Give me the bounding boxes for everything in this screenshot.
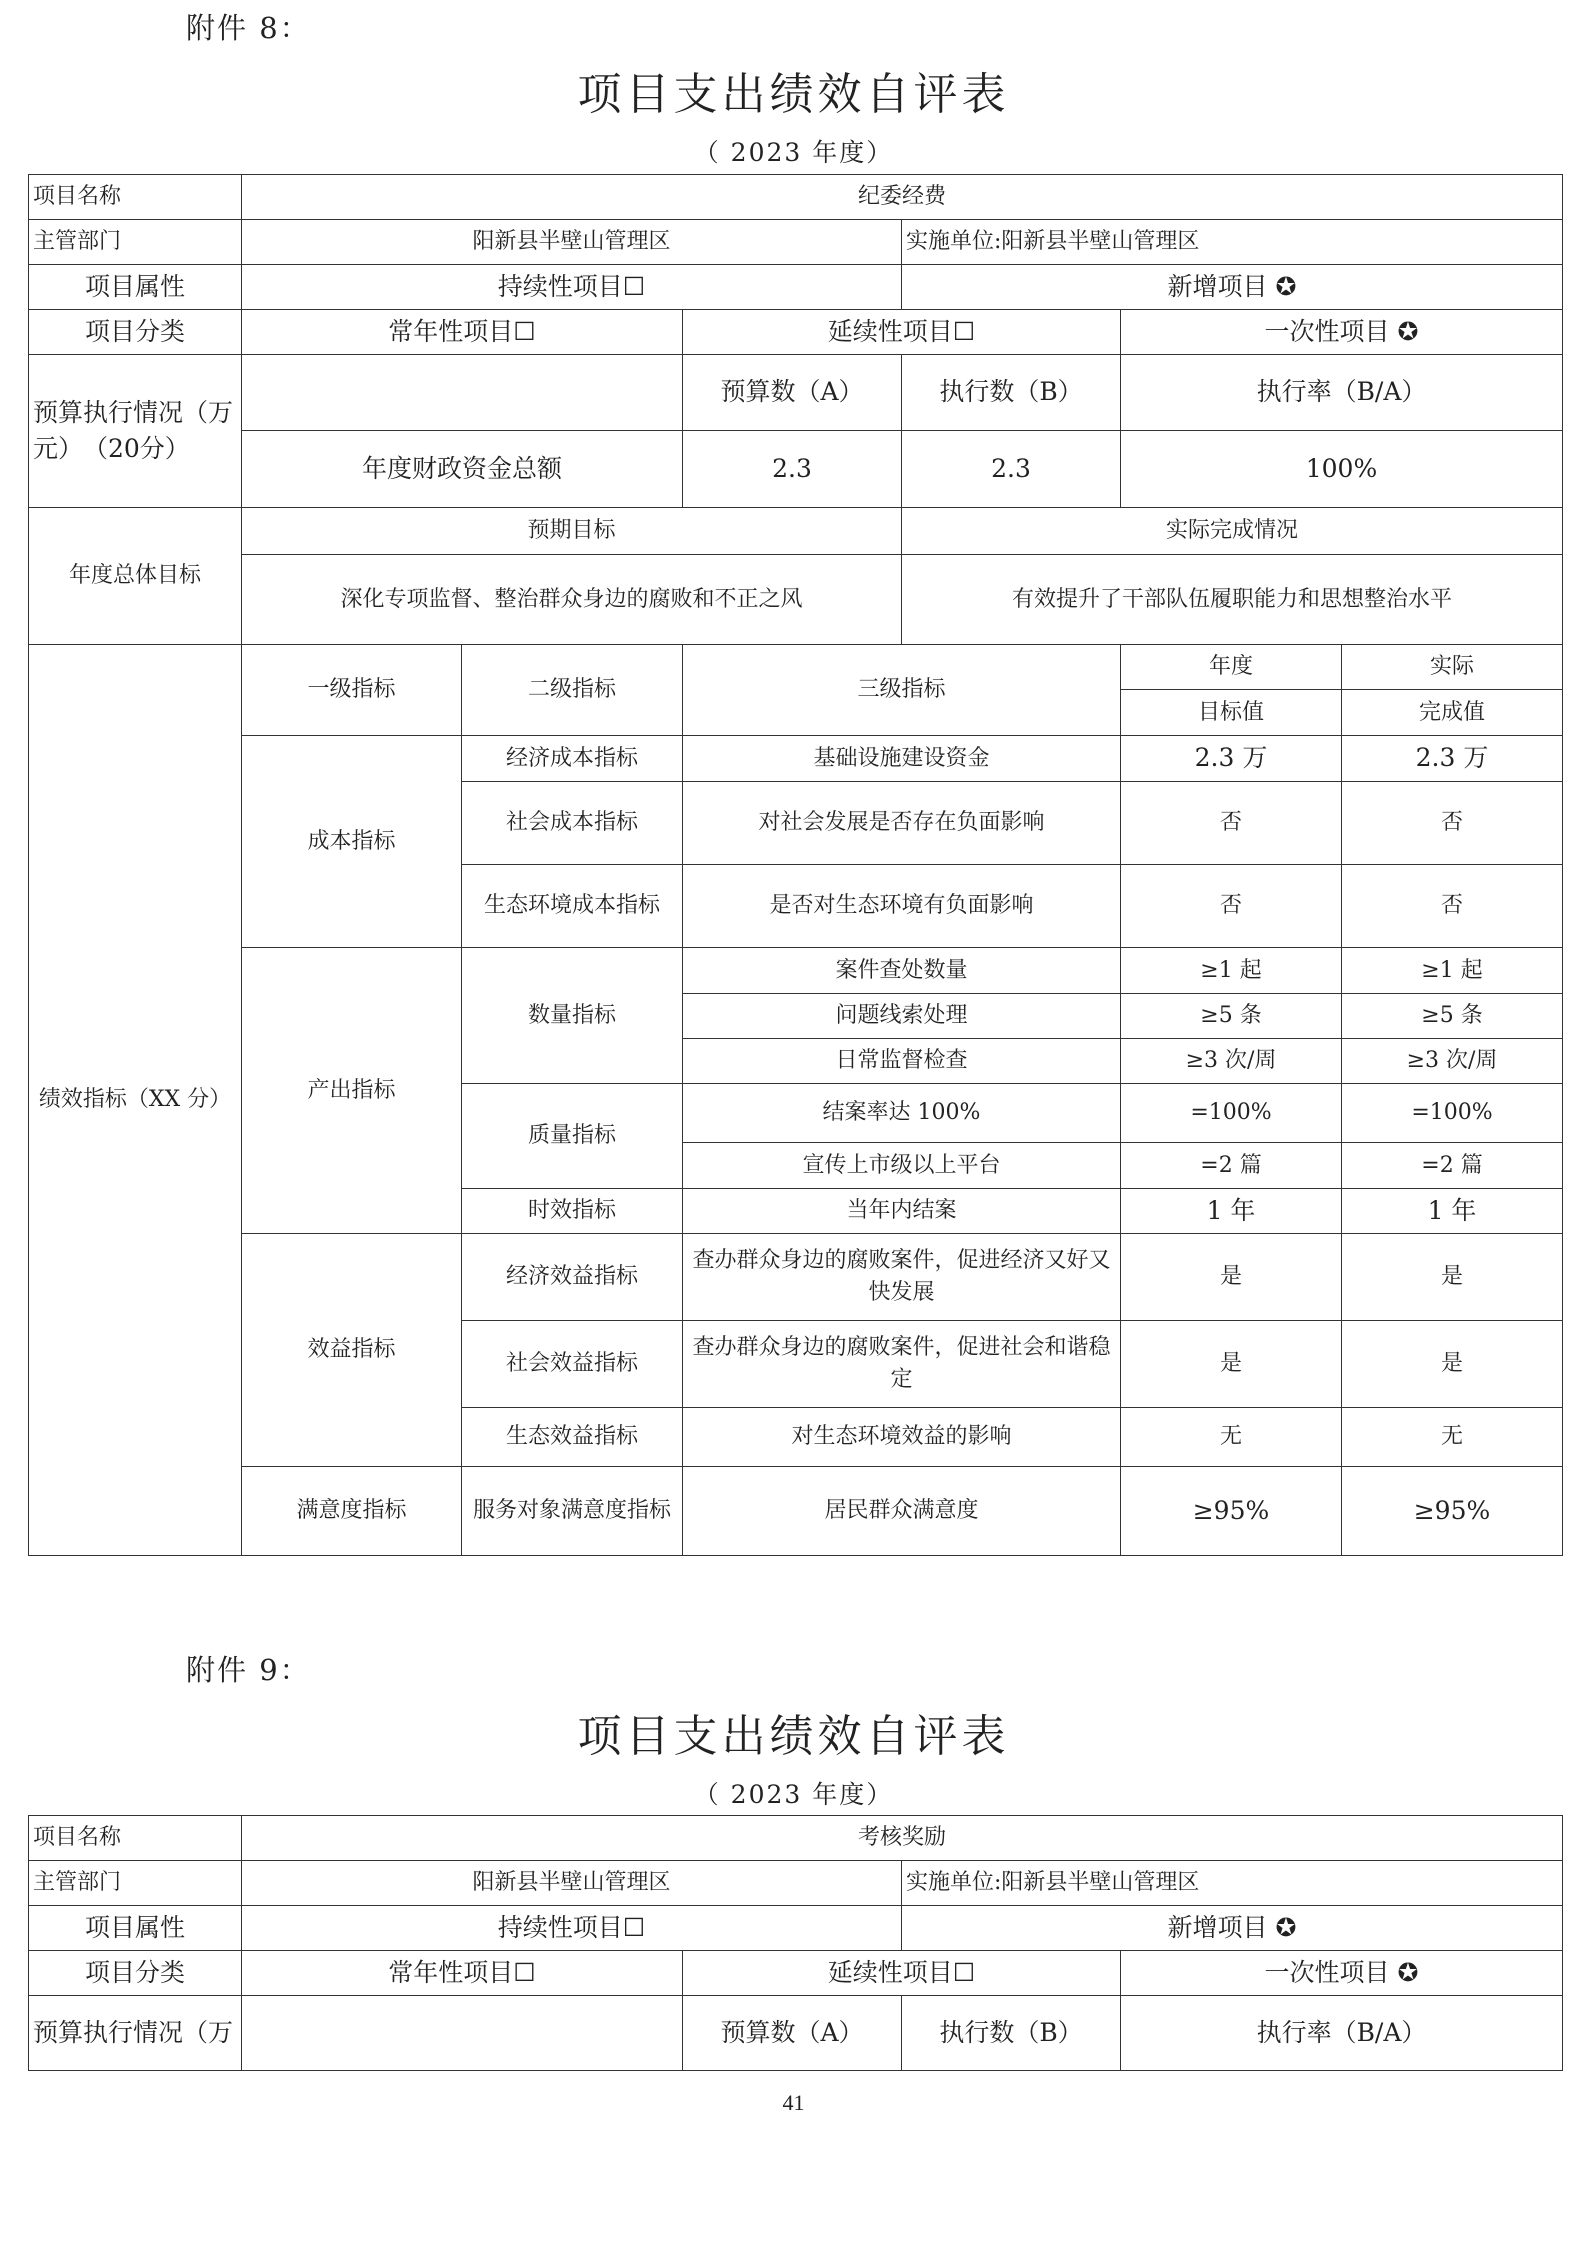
attachment-label: 附件 8： — [186, 11, 311, 45]
row-level3: 案件查处数量 — [682, 947, 1121, 994]
goal-label: 年度总体目标 — [28, 507, 242, 645]
header-level2: 二级指标 — [461, 644, 683, 736]
header-target: 目标值 — [1120, 689, 1342, 736]
row-level3: 对生态环境效益的影响 — [682, 1407, 1121, 1467]
row-target: 2.3 万 — [1120, 735, 1342, 782]
row-actual: ≥5 条 — [1341, 993, 1563, 1039]
row-actual: 是 — [1341, 1320, 1563, 1408]
cat-extended: 延续性项目☐ — [682, 309, 1121, 355]
row-level3: 问题线索处理 — [682, 993, 1121, 1039]
impl-unit: 实施单位:阳新县半壁山管理区 — [901, 1860, 1563, 1906]
perf-label: 绩效指标（XX 分） — [28, 644, 242, 1556]
cat-perennial: 常年性项目☐ — [241, 1950, 683, 1996]
row-actual: 无 — [1341, 1407, 1563, 1467]
goal-expected-label: 预期目标 — [241, 507, 902, 555]
row-level3: 基础设施建设资金 — [682, 735, 1121, 782]
dept-label: 主管部门 — [28, 1860, 242, 1906]
attr-continuous: 持续性项目☐ — [241, 264, 902, 310]
row-target: 是 — [1120, 1320, 1342, 1408]
row-actual: =2 篇 — [1341, 1142, 1563, 1189]
budget-a: 2.3 — [682, 430, 902, 508]
row-target: 无 — [1120, 1407, 1342, 1467]
goal-actual-label: 实际完成情况 — [901, 507, 1563, 555]
cat-extended: 延续性项目☐ — [682, 1950, 1121, 1996]
cat-once: 一次性项目 ✪ — [1120, 1950, 1563, 1996]
row-target: ≥95% — [1120, 1466, 1342, 1556]
row-level3: 宣传上市级以上平台 — [682, 1142, 1121, 1189]
header-done: 完成值 — [1341, 689, 1563, 736]
row-actual: 否 — [1341, 781, 1563, 865]
budget-label: 预算执行情况（万元） （20分） — [28, 354, 242, 508]
cat-label: 项目分类 — [28, 1950, 242, 1996]
project-name-label: 项目名称 — [28, 1815, 242, 1861]
attr-label: 项目属性 — [28, 1905, 242, 1951]
budget-col-b: 执行数（B） — [901, 354, 1121, 431]
row-level2: 生态效益指标 — [461, 1407, 683, 1467]
level2-quantity: 数量指标 — [461, 947, 683, 1084]
row-level3: 居民群众满意度 — [682, 1466, 1121, 1556]
row-target: 是 — [1120, 1233, 1342, 1321]
attr-label: 项目属性 — [28, 264, 242, 310]
row-actual: ≥1 起 — [1341, 947, 1563, 994]
row-target: =2 篇 — [1120, 1142, 1342, 1189]
budget-col-b: 执行数（B） — [901, 1995, 1121, 2071]
budget-col-rate: 执行率（B/A） — [1120, 354, 1563, 431]
row-level3: 是否对生态环境有负面影响 — [682, 864, 1121, 948]
page-number: 41 — [782, 2090, 805, 2115]
row-target: ≥3 次/周 — [1120, 1038, 1342, 1084]
budget-rate: 100% — [1120, 430, 1563, 508]
row-level3: 当年内结案 — [682, 1188, 1121, 1234]
row-actual: ≥95% — [1341, 1466, 1563, 1556]
row-level2: 时效指标 — [461, 1188, 683, 1234]
project-name-value: 考核奖励 — [241, 1815, 1563, 1861]
row-level2: 服务对象满意度指标 — [461, 1466, 683, 1556]
row-actual: 否 — [1341, 864, 1563, 948]
group-output: 产出指标 — [241, 947, 462, 1234]
table-year: （ 2023 年度） — [693, 1780, 894, 1809]
cat-once: 一次性项目 ✪ — [1120, 309, 1563, 355]
row-target: 否 — [1120, 864, 1342, 948]
goal-actual: 有效提升了干部队伍履职能力和思想整治水平 — [901, 554, 1563, 645]
row-level3: 查办群众身边的腐败案件，促进社会和谐稳定 — [682, 1320, 1121, 1408]
header-actual: 实际 — [1341, 644, 1563, 690]
cat-label: 项目分类 — [28, 309, 242, 355]
level2-quality: 质量指标 — [461, 1083, 683, 1189]
budget-col-a: 预算数（A） — [682, 1995, 902, 2071]
row-target: =100% — [1120, 1083, 1342, 1143]
row-level2: 生态环境成本指标 — [461, 864, 683, 948]
row-level2: 经济成本指标 — [461, 735, 683, 782]
row-level3: 结案率达 100% — [682, 1083, 1121, 1143]
project-name-value: 纪委经费 — [241, 174, 1563, 220]
impl-unit: 实施单位:阳新县半壁山管理区 — [901, 219, 1563, 265]
cat-perennial: 常年性项目☐ — [241, 309, 683, 355]
header-year: 年度 — [1120, 644, 1342, 690]
row-level3: 对社会发展是否存在负面影响 — [682, 781, 1121, 865]
row-level2: 社会成本指标 — [461, 781, 683, 865]
row-level2: 经济效益指标 — [461, 1233, 683, 1321]
row-actual: 1 年 — [1341, 1188, 1563, 1234]
table-year: （ 2023 年度） — [693, 138, 894, 167]
group-satisfaction: 满意度指标 — [241, 1466, 462, 1556]
dept-value: 阳新县半壁山管理区 — [241, 219, 902, 265]
dept-value: 阳新县半壁山管理区 — [241, 1860, 902, 1906]
budget-empty-cell — [241, 1995, 683, 2071]
budget-col-a: 预算数（A） — [682, 354, 902, 431]
group-cost: 成本指标 — [241, 735, 462, 948]
row-level3: 日常监督检查 — [682, 1038, 1121, 1084]
row-target: ≥5 条 — [1120, 993, 1342, 1039]
project-name-label: 项目名称 — [28, 174, 242, 220]
row-target: 否 — [1120, 781, 1342, 865]
header-level1: 一级指标 — [241, 644, 462, 736]
table-title: 项目支出绩效自评表 — [577, 1711, 1010, 1762]
budget-row-label: 年度财政资金总额 — [241, 430, 683, 508]
row-target: 1 年 — [1120, 1188, 1342, 1234]
budget-label: 预算执行情况（万 — [28, 1995, 242, 2071]
goal-expected: 深化专项监督、整治群众身边的腐败和不正之风 — [241, 554, 902, 645]
row-actual: 2.3 万 — [1341, 735, 1563, 782]
row-actual: ≥3 次/周 — [1341, 1038, 1563, 1084]
row-actual: 是 — [1341, 1233, 1563, 1321]
table-title: 项目支出绩效自评表 — [577, 69, 1010, 120]
attr-continuous: 持续性项目☐ — [241, 1905, 902, 1951]
budget-b: 2.3 — [901, 430, 1121, 508]
row-actual: =100% — [1341, 1083, 1563, 1143]
attr-new: 新增项目 ✪ — [901, 264, 1563, 310]
row-level2: 社会效益指标 — [461, 1320, 683, 1408]
row-target: ≥1 起 — [1120, 947, 1342, 994]
budget-col-rate: 执行率（B/A） — [1120, 1995, 1563, 2071]
attachment-label: 附件 9： — [186, 1653, 311, 1687]
group-benefit: 效益指标 — [241, 1233, 462, 1467]
dept-label: 主管部门 — [28, 219, 242, 265]
row-level3: 查办群众身边的腐败案件，促进经济又好又快发展 — [682, 1233, 1121, 1321]
header-level3: 三级指标 — [682, 644, 1121, 736]
budget-empty-cell — [241, 354, 683, 431]
attr-new: 新增项目 ✪ — [901, 1905, 1563, 1951]
